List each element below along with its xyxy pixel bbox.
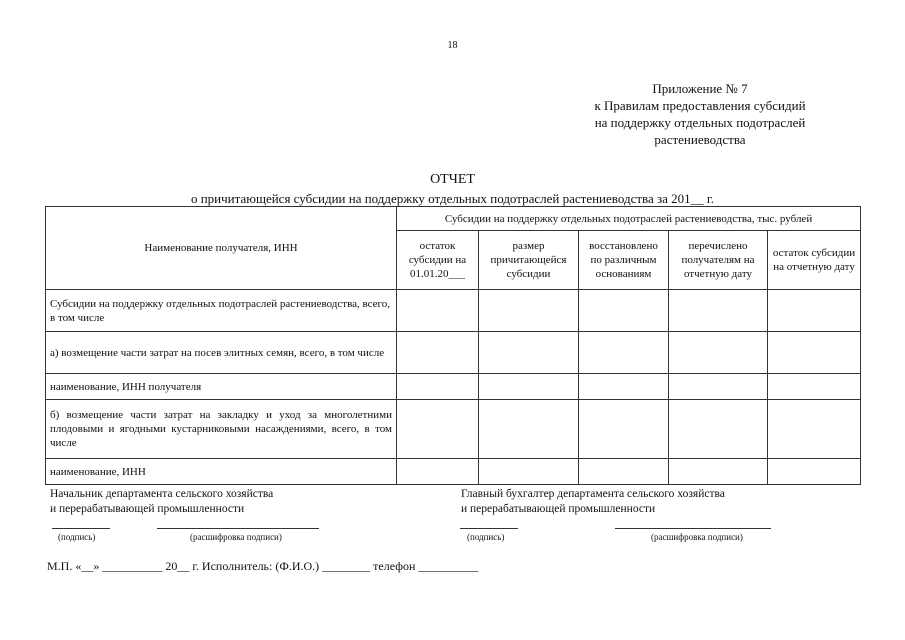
signature-line[interactable] bbox=[460, 528, 518, 529]
sign-label: (подпись) bbox=[58, 532, 96, 542]
left-signer-title bbox=[50, 487, 273, 517]
value-cell[interactable] bbox=[397, 374, 479, 400]
row-label: наименование, ИНН получателя bbox=[46, 374, 397, 400]
report-title: ОТЧЕТ bbox=[430, 172, 475, 187]
right-signer-line1: Главный бухгалтер департамента сельского хозяйства bbox=[461, 488, 725, 500]
column-header: остаток субсидии на отчетную дату bbox=[768, 231, 861, 290]
decode-label: (расшифровка подписи) bbox=[190, 532, 282, 542]
value-cell[interactable] bbox=[397, 290, 479, 332]
appendix-line: к Правилам предоставления субсидий bbox=[594, 98, 806, 113]
value-cell[interactable] bbox=[579, 374, 669, 400]
footer-line: М.П. «__» __________ 20__ г. Исполнитель: (Ф.И.О.) ________ телефон __________ bbox=[47, 559, 479, 573]
value-cell[interactable] bbox=[579, 459, 669, 485]
value-cell[interactable] bbox=[397, 400, 479, 459]
page-number: 18 bbox=[447, 40, 458, 51]
group-header: Субсидии на поддержку отдельных подотраслей растениеводства, тыс. рублей bbox=[397, 207, 861, 231]
value-cell[interactable] bbox=[397, 332, 479, 374]
value-cell[interactable] bbox=[768, 459, 861, 485]
value-cell[interactable] bbox=[669, 459, 768, 485]
row-label: наименование, ИНН bbox=[46, 459, 397, 485]
report-table bbox=[45, 206, 861, 485]
value-cell[interactable] bbox=[669, 374, 768, 400]
column-header: размер причитающейся субсидии bbox=[479, 231, 579, 290]
column-header: восстановлено по различным основаниям bbox=[579, 231, 669, 290]
right-signer-title bbox=[461, 487, 725, 517]
row-label: а) возмещение части затрат на посев элитных семян, всего, в том числе bbox=[46, 332, 397, 374]
table-row bbox=[46, 374, 861, 400]
sign-label: (подпись) bbox=[467, 532, 505, 542]
column-header: перечислено получателям на отчетную дату bbox=[669, 231, 768, 290]
value-cell[interactable] bbox=[579, 332, 669, 374]
left-signer-line2: и перерабатывающей промышленности bbox=[50, 503, 245, 515]
column-header: остаток субсидии на 01.01.20___ bbox=[397, 231, 479, 290]
value-cell[interactable] bbox=[479, 400, 579, 459]
row-label: Субсидии на поддержку отдельных подотраслей растениеводства, всего, в том числе bbox=[46, 290, 397, 332]
name-header: Наименование получателя, ИНН bbox=[46, 207, 397, 290]
value-cell[interactable] bbox=[479, 459, 579, 485]
value-cell[interactable] bbox=[768, 374, 861, 400]
right-signer-line2: и перерабатывающей промышленности bbox=[461, 503, 656, 515]
value-cell[interactable] bbox=[579, 400, 669, 459]
value-cell[interactable] bbox=[669, 332, 768, 374]
signature-decode-line[interactable] bbox=[157, 528, 319, 529]
table-row bbox=[46, 290, 861, 332]
appendix-line: Приложение № 7 bbox=[652, 81, 748, 96]
appendix-block bbox=[550, 80, 850, 148]
left-signer-line1: Начальник департамента сельского хозяйства bbox=[50, 488, 274, 500]
value-cell[interactable] bbox=[579, 290, 669, 332]
value-cell[interactable] bbox=[479, 374, 579, 400]
table-row bbox=[46, 332, 861, 374]
value-cell[interactable] bbox=[768, 400, 861, 459]
signature-decode-line[interactable] bbox=[615, 528, 771, 529]
value-cell[interactable] bbox=[479, 290, 579, 332]
value-cell[interactable] bbox=[669, 400, 768, 459]
report-subtitle: о причитающейся субсидии на поддержку отдельных подотраслей растениеводства за 201__ г. bbox=[190, 191, 715, 206]
value-cell[interactable] bbox=[669, 290, 768, 332]
value-cell[interactable] bbox=[768, 332, 861, 374]
table-row bbox=[46, 400, 861, 459]
decode-label: (расшифровка подписи) bbox=[651, 532, 743, 542]
signature-line[interactable] bbox=[52, 528, 110, 529]
value-cell[interactable] bbox=[479, 332, 579, 374]
value-cell[interactable] bbox=[397, 459, 479, 485]
value-cell[interactable] bbox=[768, 290, 861, 332]
appendix-line: на поддержку отдельных подотраслей bbox=[594, 115, 806, 130]
table-row bbox=[46, 459, 861, 485]
row-label: б) возмещение части затрат на закладку и уход за многолетними плодовыми и ягодными кустарниковыми насаждениями, всего, в том числе bbox=[46, 400, 397, 459]
appendix-line: растениеводства bbox=[654, 132, 746, 147]
